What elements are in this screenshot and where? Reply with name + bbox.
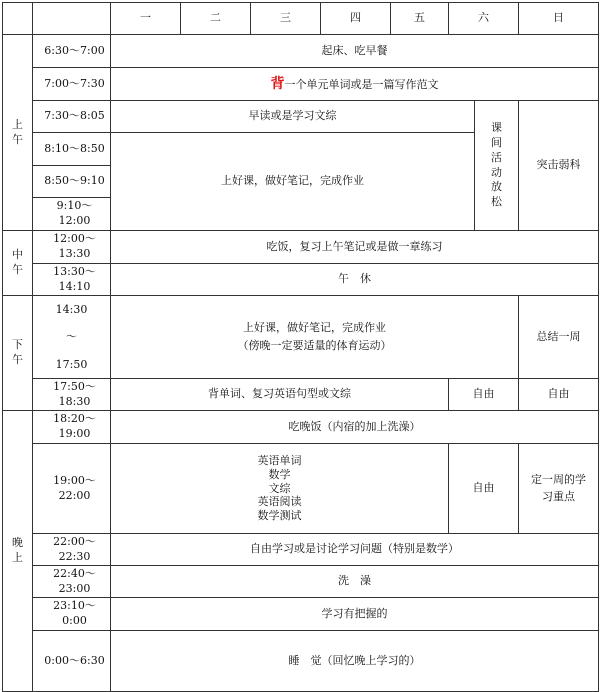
time-cell: 17:50～18:30 xyxy=(33,379,111,411)
highlight-char: 背 xyxy=(270,75,285,92)
activity-cell xyxy=(111,68,599,101)
time-cell: 6:30～7:00 xyxy=(33,35,111,68)
activity-cell: 上好课，做好笔记，完成作业 （傍晚一定要适量的体育运动） xyxy=(111,296,519,379)
time-cell: 0:00～6:30 xyxy=(33,631,111,692)
table-row xyxy=(3,598,599,631)
table-row xyxy=(3,68,599,101)
table-row xyxy=(3,444,599,534)
saturday-cell: 自由 xyxy=(449,379,519,411)
table-row xyxy=(3,296,599,379)
corner-cell xyxy=(3,3,33,35)
time-cell: 14:30 ～ 17:50 xyxy=(33,296,111,379)
sunday-cell: 总结一周 xyxy=(519,296,599,379)
table-row xyxy=(3,264,599,296)
table-row xyxy=(3,631,599,692)
activity-cell: 吃饭，复习上午笔记或是做一章练习 xyxy=(111,231,599,264)
schedule-table xyxy=(2,2,599,692)
time-cell: 23:10～0:00 xyxy=(33,598,111,631)
header-row xyxy=(3,3,599,35)
sunday-cell: 突击弱科 xyxy=(519,101,599,231)
day-header-mon: 一 xyxy=(111,3,181,35)
time-cell: 19:00～22:00 xyxy=(33,444,111,534)
table-row xyxy=(3,534,599,566)
activity-cell: 上好课，做好笔记，完成作业 xyxy=(111,133,475,231)
activity-cell: 睡 觉（回忆晚上学习的） xyxy=(111,631,599,692)
activity-cell: 吃晚饭（内宿的加上洗澡） xyxy=(111,411,599,444)
table-row xyxy=(3,566,599,598)
saturday-cell: 自由 xyxy=(449,444,519,534)
time-cell: 8:10～8:50 xyxy=(33,133,111,166)
corner-cell xyxy=(33,3,111,35)
day-header-fri: 五 xyxy=(391,3,449,35)
activity-cell: 背单词、复习英语句型或文综 xyxy=(111,379,449,411)
time-cell: 22:00～22:30 xyxy=(33,534,111,566)
time-cell: 8:50～9:10 xyxy=(33,166,111,198)
activity-cell: 学习有把握的 xyxy=(111,598,599,631)
activity-cell: 早读或是学习文综 xyxy=(111,101,475,133)
day-header-wed: 三 xyxy=(251,3,321,35)
time-cell: 12:00～13:30 xyxy=(33,231,111,264)
time-cell: 7:30～8:05 xyxy=(33,101,111,133)
activity-cell: 起床、吃早餐 xyxy=(111,35,599,68)
time-cell: 9:10～12:00 xyxy=(33,198,111,231)
activity-cell: 自由学习或是讨论学习问题（特别是数学） xyxy=(111,534,599,566)
period-evening: 晚 上 xyxy=(3,411,33,692)
period-afternoon: 下 午 xyxy=(3,296,33,411)
time-cell: 7:00～7:30 xyxy=(33,68,111,101)
day-header-tue: 二 xyxy=(181,3,251,35)
period-noon: 中 午 xyxy=(3,231,33,296)
table-row xyxy=(3,101,599,133)
table-row xyxy=(3,231,599,264)
day-header-sun: 日 xyxy=(519,3,599,35)
table-row xyxy=(3,35,599,68)
day-header-thu: 四 xyxy=(321,3,391,35)
weekend-break-cell: 课 间 活 动 放 松 xyxy=(475,101,519,231)
sunday-cell: 定一周的学 习重点 xyxy=(519,444,599,534)
time-cell: 13:30～14:10 xyxy=(33,264,111,296)
time-cell: 18:20～19:00 xyxy=(33,411,111,444)
activity-cell: 英语单词 数学 文综 英语阅读 数学测试 xyxy=(111,444,449,534)
table-row xyxy=(3,411,599,444)
time-cell: 22:40～23:00 xyxy=(33,566,111,598)
day-header-sat: 六 xyxy=(449,3,519,35)
sunday-cell: 自由 xyxy=(519,379,599,411)
activity-cell: 午 休 xyxy=(111,264,599,296)
activity-text: 一个单元单词或是一篇写作范文 xyxy=(284,77,439,91)
period-morning: 上 午 xyxy=(3,35,33,231)
activity-cell: 洗 澡 xyxy=(111,566,599,598)
table-row xyxy=(3,379,599,411)
